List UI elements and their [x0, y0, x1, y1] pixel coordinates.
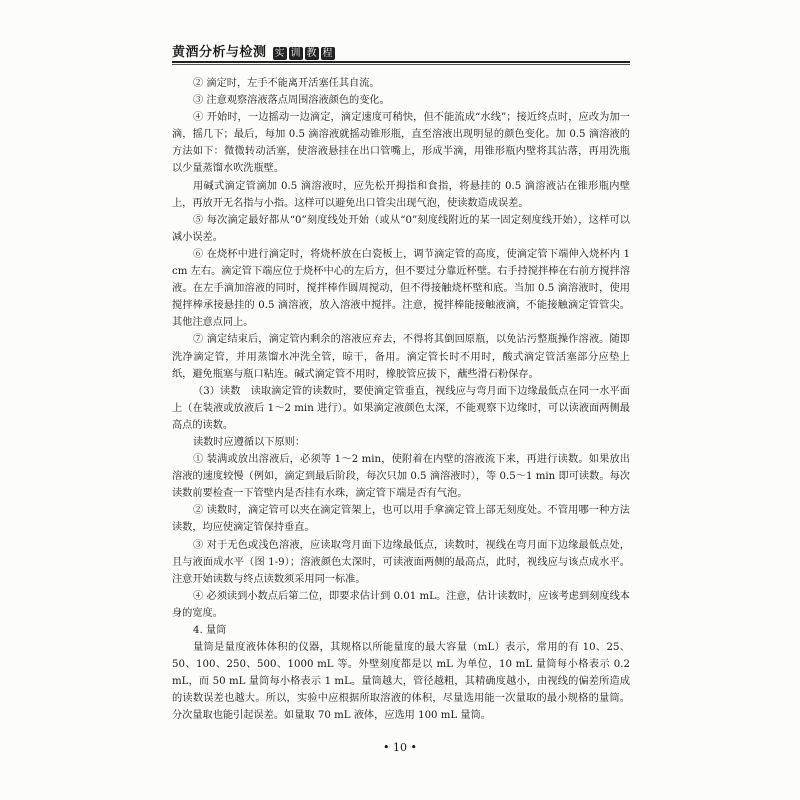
paragraph: ③ 注意观察溶液落点周围溶液颜色的变化。: [193, 95, 390, 107]
paragraph: ④ 开始时，一边摇动一边滴定，滴定速度可稍快，但不能流成“水线”；接近终点时，应改为加一滴，摇几下；最后，每加 0.5 滴溶液就摇动锥形瓶，直至溶液出现明显的颜色变化。加 0.5 滴溶液的方法如下：微微转动活塞，使溶液悬挂在出口管嘴上，形成半滴，用锥形瓶内壁将其沾落，再用洗瓶以少量蒸馏水吹洗瓶壁。: [172, 112, 630, 175]
paragraph: 用碱式滴定管滴加 0.5 滴溶液时，应先松开拇指和食指，将悬挂的 0.5 滴溶液沾在锥形瓶内壁上，再放开无名指与小指。这样可以避免出口管尖出现气泡，使读数造成误差。: [172, 180, 630, 209]
paragraph: ② 滴定时，左手不能离开活塞任其自流。: [193, 78, 380, 89]
section-heading: 4. 量筒: [193, 625, 227, 636]
book-title: 黄酒分析与检测: [172, 45, 267, 60]
paragraph: ⑤ 每次滴定最好都从“0”刻度线处开始（或从“0”刻度线附近的某一固定刻度线开始），这样可以减小误差。: [172, 214, 630, 243]
paragraph: （3）读数 读取滴定管的读数时，要使滴定管垂直，视线应与弯月面下边缘最低点在同一水平面上（在装液或放液后 1～2 min 进行）。如果滴定液颜色太深，不能观察下边缘时，可以读液面两侧最高点的读数。: [172, 385, 630, 431]
subtitle-badge: [273, 47, 335, 60]
badge-char: 程: [322, 48, 333, 59]
paragraph: ⑦ 滴定结束后，滴定管内剩余的溶液应弃去，不得将其倒回原瓶，以免沾污整瓶操作溶液。随即洗净滴定管，并用蒸馏水冲洗全管，晾干，备用。滴定管长时不用时，酸式滴定管活塞部分应垫上纸，避免瓶塞与瓶口粘连。碱式滴定管不用时，橡胶管应拔下，蘸些滑石粉保存。: [172, 334, 630, 380]
badge-char: 训: [290, 48, 301, 59]
body-text: [172, 75, 630, 725]
paragraph: ⑥ 在烧杯中进行滴定时，将烧杯放在白瓷板上，调节滴定管的高度，使滴定管下端伸入烧杯内 1 cm 左右。滴定管下端应位于烧杯中心的左后方，但不要过分靠近杯壁。右手持搅拌棒在右前方搅拌溶液。在左手滴加溶液的同时，搅拌棒作圆周搅动，但不得接触烧杯壁和底。当加 0.5 滴溶液时，使用搅拌棒承接悬挂的 0.5 滴溶液，放入溶液中搅拌。注意，搅拌棒能接触液滴，不能接触滴定管管尖。其他注意点同上。: [172, 248, 630, 329]
header-rule-thin: [172, 64, 630, 65]
paragraph: ① 装满或放出溶液后，必须等 1～2 min，使附着在内壁的溶液流下来，再进行读数。如果放出溶液的速度较慢（例如，滴定到最后阶段，每次只加 0.5 滴溶液时），等 0.5～1 min 即可读数。每次读数前要检查一下管壁内是否挂有水珠，滴定管下端是否有气泡。: [172, 454, 630, 500]
paragraph: ② 读数时，滴定管可以夹在滴定管架上，也可以用手拿滴定管上部无刻度处。不管用哪一种方法读数，均应使滴定管保持垂直。: [172, 505, 630, 534]
badge-char: 教: [306, 48, 317, 59]
running-header: [172, 39, 335, 61]
paragraph: 读数时应遵循以下原则：: [193, 436, 306, 448]
header-rule: [172, 61, 630, 63]
paragraph: ④ 必须读到小数点后第二位，即要求估计到 0.01 mL。注意，估计读数时，应该考虑到刻度线本身的宽度。: [172, 590, 630, 619]
paragraph: 量筒是量度液体体积的仪器，其规格以所能量度的最大容量（mL）表示，常用的有 10、25、50、100、250、500、1000 mL 等。外壁刻度都是以 mL 为单位，10 mL 量筒每小格表示 0.2 mL，而 50 mL 量筒每小格表示 1 mL。量筒越大，管径越粗，其精确度越小，由视线的偏差所造成的读数误差也越大。所以，实验中应根据所取溶液的体积，尽量选用能一次量取的最小规格的量筒。分次量取也能引起误差。如量取 70 mL 液体，应选用 100 mL 量筒。: [172, 642, 630, 722]
badge-char: 实: [274, 48, 285, 59]
paragraph: ③ 对于无色或浅色溶液，应读取弯月面下边缘最低点，读数时，视线在弯月面下边缘最低点处，且与液面成水平（图 1-9）；溶液颜色太深时，可读液面两侧的最高点，此时，视线应与该点成水平。注意开始读数与终点读数须采用同一标准。: [172, 539, 630, 585]
page-number: • 10 •: [383, 741, 417, 754]
